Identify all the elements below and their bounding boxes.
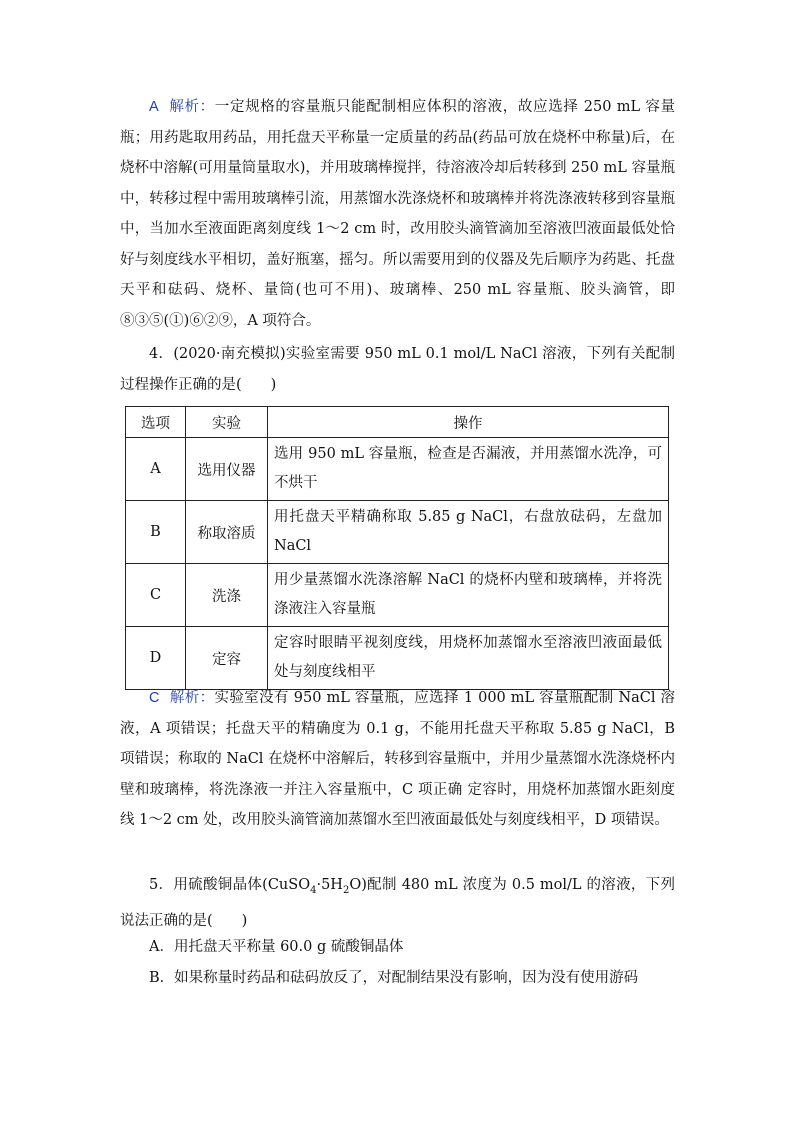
answer-letter: C bbox=[149, 690, 160, 706]
row-experiment: 洗涤 bbox=[186, 564, 268, 627]
row-experiment: 选用仪器 bbox=[186, 438, 268, 501]
question-5-stem: 5．用硫酸铜晶体$(CuSO_4\cdot 5H_2O)$配制 480 mL 浓度为 0.5 mol/L 的溶液，下列说法正确的是( ) bbox=[120, 877, 675, 930]
table-header-row bbox=[126, 407, 669, 438]
table-row bbox=[126, 564, 669, 627]
analysis-text: 一定规格的容量瓶只能配制相应体积的溶液，故应选择 250 mL 容量瓶；用药匙取用药品，用托盘天平称量一定质量的药品(药品可放在烧杯中称量)后，在烧杯中溶解(可用量筒量取水)，并用玻璃棒搅拌，待溶液冷却后转移到 250 mL 容量瓶中，转移过程中需用玻璃棒引流，用蒸馏水洗涤烧杯和玻璃棒并将洗涤液转移到容量瓶中，当加水至液面距离刻度线 1～2 cm 时，改用胶头滴管滴加至溶液凹液面最低处恰好与刻度线水平相切，盖好瓶塞，摇匀。所以需要用到的仪器及先后顺序为药匙、托盘天平和砝码、烧杯、量筒(也可不用)、玻璃棒、250 mL 容量瓶、胶头滴管，即⑧③⑤(①)⑥②⑨，A 项符合。 bbox=[120, 99, 675, 329]
row-option: A bbox=[126, 438, 186, 501]
row-operation: 用少量蒸馏水洗涤溶解 NaCl 的烧杯内壁和玻璃棒，并将洗涤液注入容量瓶 bbox=[268, 564, 669, 627]
header-experiment: 实验 bbox=[186, 407, 268, 438]
question-5-option-b: B．如果称量时药品和砝码放反了，对配制结果没有影响，因为没有使用游码 bbox=[149, 970, 639, 986]
answer-letter: A bbox=[149, 99, 159, 115]
row-experiment: 称取溶质 bbox=[186, 501, 268, 564]
table-row bbox=[126, 438, 669, 501]
row-option: B bbox=[126, 501, 186, 564]
analysis-a-paragraph bbox=[120, 92, 675, 336]
row-option: C bbox=[126, 564, 186, 627]
analysis-label: 解析： bbox=[168, 99, 215, 115]
row-operation: 选用 950 mL 容量瓶，检查是否漏液，并用蒸馏水洗净，可不烘干 bbox=[268, 438, 669, 501]
table-row bbox=[126, 627, 669, 690]
analysis-label: 解析： bbox=[169, 690, 215, 706]
analysis-text: 实验室没有 950 mL 容量瓶，应选择 1 000 mL 容量瓶配制 NaCl 溶液，A 项错误；托盘天平的精确度为 0.1 g，不能用托盘天平称取 5.85 g NaCl，B 项错误；称取的 NaCl 在烧杯中溶解后，转移到容量瓶中，并用少量蒸馏水洗涤烧杯内壁和玻璃棒，将洗涤液一并注入容量瓶中，C 项正确 定容时，用烧杯加蒸馏水距刻度线 1～2 cm 处，改用胶头滴管滴加蒸馏水至凹液面最低处与刻度线相平，D 项错误。 bbox=[120, 690, 675, 828]
header-operation: 操作 bbox=[268, 407, 669, 438]
row-experiment: 定容 bbox=[186, 627, 268, 690]
header-option: 选项 bbox=[126, 407, 186, 438]
table-row bbox=[126, 501, 669, 564]
analysis-c-paragraph bbox=[120, 683, 675, 836]
row-option: D bbox=[126, 627, 186, 690]
question-4-stem: 4．(2020·南充模拟)实验室需要 950 mL 0.1 mol/L NaCl 溶液，下列有关配制过程操作正确的是( ) bbox=[120, 346, 675, 393]
question-5-option-a: A．用托盘天平称量 60.0 g 硫酸铜晶体 bbox=[149, 939, 404, 955]
row-operation: 定容时眼睛平视刻度线，用烧杯加蒸馏水至溶液凹液面最低处与刻度线相平 bbox=[268, 627, 669, 690]
operations-table bbox=[125, 406, 669, 690]
row-operation: 用托盘天平精确称取 5.85 g NaCl，右盘放砝码，左盘加NaCl bbox=[268, 501, 669, 564]
